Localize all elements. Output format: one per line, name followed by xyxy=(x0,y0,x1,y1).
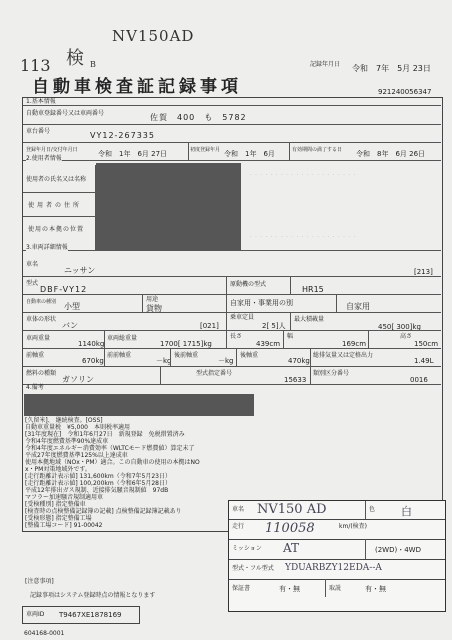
first-year-value: 令和 1年 6月 xyxy=(224,150,275,158)
user-info-redaction xyxy=(96,163,241,251)
body-code: [021] xyxy=(200,322,219,330)
card-mileage-value: 110058 xyxy=(265,521,315,536)
document-number: 921240056347 xyxy=(378,88,432,96)
section1-heading: 1.基本情報 xyxy=(26,98,56,105)
length-value: 439cm xyxy=(256,340,281,348)
card-manual-value: 有・無 xyxy=(365,585,386,593)
gross-weight-label: 車両総重量 xyxy=(107,335,138,342)
remark-line: [走行距離計表示値] 100,200km（令和6年5月28日） xyxy=(25,480,171,487)
body-label: 車体の形状 xyxy=(26,316,57,323)
handwritten-kanji-note: 検 xyxy=(66,48,84,69)
remark-line: 自動車重量税 ¥5,000 本則税率適用 xyxy=(25,424,130,431)
weight-label: 車両重量 xyxy=(26,335,51,342)
front-axle-label: 前軸重 xyxy=(26,352,45,359)
capacity-label: 乗車定員 xyxy=(230,314,255,321)
car-id-box xyxy=(22,606,140,624)
notice-heading: [注意事項] xyxy=(25,578,54,585)
use-label: 用途 xyxy=(146,296,159,303)
form-number: 604168-0001 xyxy=(24,630,65,637)
first-reg-value: 令和 1年 6月 27日 xyxy=(98,150,168,158)
remark-line: x・PM対策地域外です。 xyxy=(25,466,91,473)
remark-line: 平成27年度燃費基準125%以上達成車 xyxy=(25,452,128,459)
user-address-label: 使用者の住所 xyxy=(28,202,83,209)
max-load-value: 450[ 300]kg xyxy=(378,323,421,331)
remark-line: [受検形態] 指定整備工場 xyxy=(25,515,92,522)
remark-line: 平成12年排出ガス規制、近接排気騒音規制値 97dB xyxy=(25,487,169,494)
type-label: 型式 xyxy=(26,280,39,287)
handwritten-sub-note: B xyxy=(90,60,96,69)
card-manual-label: 取説 xyxy=(329,585,342,592)
expiry-label: 有効期間の満了する日 xyxy=(292,147,343,153)
engine-value: HR15 xyxy=(302,285,324,294)
remark-line: 令和4年度燃費基準90%達成車 xyxy=(25,438,109,445)
first-reg-label: 登録年月日/交付年月日 xyxy=(26,147,78,153)
car-id-value: T9467XE1878169 xyxy=(59,611,122,619)
issue-date: 令和 7年 5月 23日 xyxy=(352,64,431,73)
vehicle-info-card xyxy=(228,500,446,612)
purpose-label: 自家用・事業用の別 xyxy=(230,299,293,307)
card-transmission-value: AT xyxy=(283,541,300,555)
section4-heading: 4.備考 xyxy=(26,384,44,391)
vin-label: 車台番号 xyxy=(26,128,51,135)
notice-text: 記録事項はシステム登録時点の情報となります xyxy=(30,592,156,599)
remark-line: [31年度現在] 令和1年6月27日 新規登録 免税措置済み xyxy=(25,431,185,438)
kind-value: 小型 xyxy=(64,302,80,311)
card-frame-label: 型式・フル型式 xyxy=(232,565,274,572)
user-name-label: 使用者の氏名又は名称 xyxy=(26,176,87,183)
handwritten-number-note: 113 xyxy=(20,56,51,75)
front-axle-value: 670kg xyxy=(82,357,104,365)
remark-line: [整備工場コード] 91-00042 xyxy=(25,522,103,529)
front-front-axle-label: 前前軸重 xyxy=(107,352,132,359)
remark-line: マフラー加速騒音規制適用車 xyxy=(25,494,104,501)
make-label: 車名 xyxy=(26,261,39,268)
fuel-label: 燃料の種類 xyxy=(26,370,57,377)
remark-line: [検査時の点検整備記録簿の記載] 点検整備記録簿記載あり xyxy=(25,508,182,515)
capacity-value: 2[ 5]人 xyxy=(262,322,286,330)
body-value: バン xyxy=(62,321,78,330)
card-color-value: 白 xyxy=(401,505,412,518)
reg-number-value: 佐賀 400 も 5782 xyxy=(150,113,247,122)
card-reserve-value: 有・無 xyxy=(279,585,300,593)
remark-line: 令和4年度エネルギー消費効率（WLTCモード燃費値）算定未了 xyxy=(25,445,195,452)
card-reserve-label: 保証書 xyxy=(232,585,251,592)
remarks-redaction xyxy=(24,394,254,416)
card-model-label: 車名 xyxy=(232,506,245,513)
height-label: 高さ xyxy=(400,333,413,340)
width-label: 幅 xyxy=(287,333,294,340)
remark-line: [久留米]、 継続検査。[OSS] xyxy=(25,417,103,424)
card-transmission-label: ミッション xyxy=(232,545,262,552)
car-id-label: 車両ID xyxy=(26,611,45,618)
vin-value: VY12-267335 xyxy=(90,131,155,140)
width-value: 169cm xyxy=(342,340,367,348)
remark-line: [受検種別] 指定整備車 xyxy=(25,501,86,508)
section3-heading: 3.車両詳細情報 xyxy=(26,244,68,251)
front-front-axle-value: －kg xyxy=(156,357,172,365)
max-load-label: 最大積載量 xyxy=(294,316,325,323)
expiry-value: 令和 8年 6月 26日 xyxy=(356,150,426,158)
height-value: 150cm xyxy=(414,340,439,348)
designation-label: 型式指定番号 xyxy=(196,370,233,377)
make-value: ニッサン xyxy=(64,266,96,275)
fuel-value: ガソリン xyxy=(62,375,94,384)
card-color-label: 色 xyxy=(369,506,376,513)
card-model-value: NV150 AD xyxy=(257,502,327,517)
displacement-value: 1.49L xyxy=(414,357,434,365)
remark-line: [走行距離計表示値] 131,600km（令和7年5月23日） xyxy=(25,473,171,480)
make-code: [213] xyxy=(414,268,433,276)
remark-line: 使用本拠地域（NOx・PM）適合。この自動車の使用の本拠はNO xyxy=(25,459,200,466)
rear-axle-value: 470kg xyxy=(288,357,310,365)
displacement-label: 総排気量又は定格出力 xyxy=(313,352,374,359)
engine-label: 原動機の型式 xyxy=(230,281,267,288)
issue-date-label: 記録年月日 xyxy=(310,61,341,68)
purpose-value: 自家用 xyxy=(346,302,370,311)
weight-value: 1140kg xyxy=(78,340,105,348)
category-value: 0016 xyxy=(410,376,428,384)
rear-front-axle-label: 後前軸重 xyxy=(174,352,199,359)
category-label: 類別区分番号 xyxy=(313,370,350,377)
rear-front-axle-value: －kg xyxy=(218,357,234,365)
handwritten-model-note: NV150AD xyxy=(112,27,195,45)
card-drive-value: (2WD)・4WD xyxy=(375,546,421,554)
reg-number-label: 自動車登録番号又は車両番号 xyxy=(26,110,105,117)
use-value: 貨物 xyxy=(146,304,162,313)
card-mileage-label: 走行 xyxy=(232,523,245,530)
kind-label: 自動車の種別 xyxy=(26,299,57,305)
gross-weight-value: 1700[ 1715]kg xyxy=(160,340,212,348)
card-mileage-unit: km/(検査) xyxy=(339,523,368,530)
length-label: 長さ xyxy=(230,333,243,340)
designation-value: 15633 xyxy=(284,376,307,384)
card-frame-value: YDUARBZY12EDA--A xyxy=(285,563,382,573)
base-location-label: 使用の本拠の位置 xyxy=(28,226,85,233)
section2-heading: 2.使用者情報 xyxy=(26,155,62,162)
rear-axle-label: 後軸重 xyxy=(240,352,259,359)
document-title: 自動車検査証記録事項 xyxy=(32,77,242,97)
first-year-label: 初度登録年月 xyxy=(190,147,221,153)
type-value: DBF-VY12 xyxy=(40,285,88,294)
